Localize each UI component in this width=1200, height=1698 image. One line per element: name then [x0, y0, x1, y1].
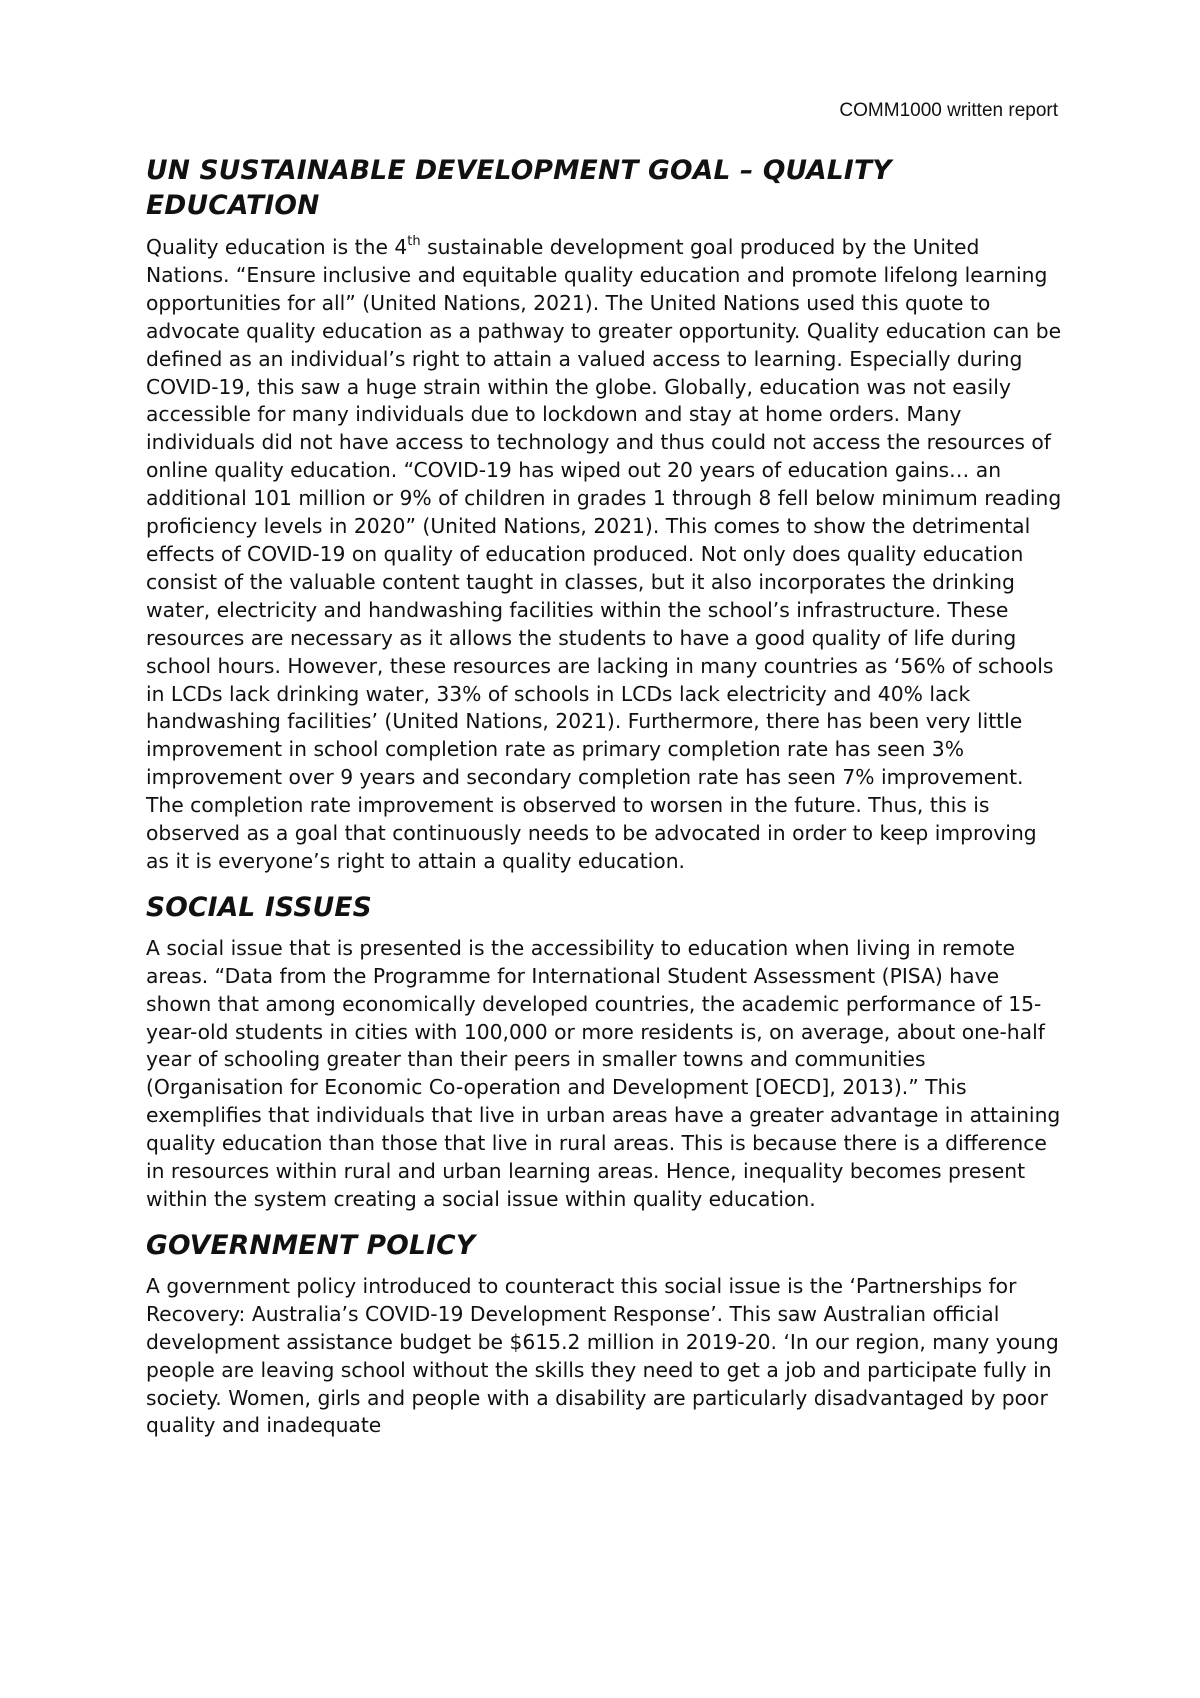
intro-text-start: Quality education is the 4: [146, 235, 408, 259]
government-policy-heading: GOVERNMENT POLICY: [146, 1229, 476, 1261]
social-issues-heading: SOCIAL ISSUES: [146, 891, 372, 923]
social-issues-paragraph: A social issue that is presented is the accessibility to education when living in remote areas. “Data from the Programme for International Student Assessment (PISA) have shown that among economically developed countries, the academic performance of 15-year-old students in cities with 100,000 or more residents is, on average, about one-half year of schooling greater than their peers in smaller towns and communities (Organisation for Economic Co-operation and Development [OECD], 2013).” This exemplifies that individuals that live in urban areas have a greater advantage in attaining quality education than those that live in rural areas. This is because there is a difference in resources within rural and urban learning areas. Hence, inequality becomes present within the system creating a social issue within quality education.: [146, 935, 1061, 1211]
document-body: [146, 153, 1066, 1440]
government-policy-paragraph: A government policy introduced to counteract this social issue is the ‘Partnerships for Recovery: Australia’s COVID-19 Development Response’. This saw Australian official development assistance budget be $615.2 million in 2019-20. ‘In our region, many young people are leaving school without the skills they need to get a job and participate fully in society. Women, girls and people with a disability are particularly disadvantaged by poor quality and inadequate: [146, 1273, 1059, 1438]
running-head: COMM1000 written report: [839, 100, 1058, 121]
ordinal-superscript: th: [407, 234, 421, 250]
intro-paragraph: [146, 234, 1066, 876]
intro-text-rest: sustainable development goal produced by the United Nations. “Ensure inclusive and equitable quality education and promote lifelong learning opportunities for all” (United Nations, 2021). The United Nations used this quote to advocate quality education as a pathway to greater opportunity. Quality education can be defined as an individual’s right to attain a valued access to learning. Especially during COVID-19, this saw a huge strain within the globe. Globally, education was not easily accessible for many individuals due to lockdown and stay at home orders. Many individuals did not have access to technology and thus could not access the resources of online quality education. “COVID-19 has wiped out 20 years of education gains… an additional 101 million or 9% of children in grades 1 through 8 fell below minimum reading proficiency levels in 2020” (United Nations, 2021). This comes to show the detrimental effects of COVID-19 on quality of education produced. Not only does quality education consist of the valuable content taught in classes, but it also incorporates the drinking water, electricity and handwashing facilities within the school’s infrastructure. These resources are necessary as it allows the students to have a good quality of life during school hours. However, these resources are lacking in many countries as ‘56% of schools in LCDs lack drinking water, 33% of schools in LCDs lack electricity and 40% lack handwashing facilities’ (United Nations, 2021). Furthermore, there has been very little improvement in school completion rate as primary completion rate has seen 3% improvement over 9 years and secondary completion rate has seen 7% improvement. The completion rate improvement is observed to worsen in the future. Thus, this is observed as a goal that continuously needs to be advocated in order to keep improving as it is everyone’s right to attain a quality education.: [146, 235, 1062, 873]
document-title: UN SUSTAINABLE DEVELOPMENT GOAL – QUALITY EDUCATION: [146, 155, 892, 221]
